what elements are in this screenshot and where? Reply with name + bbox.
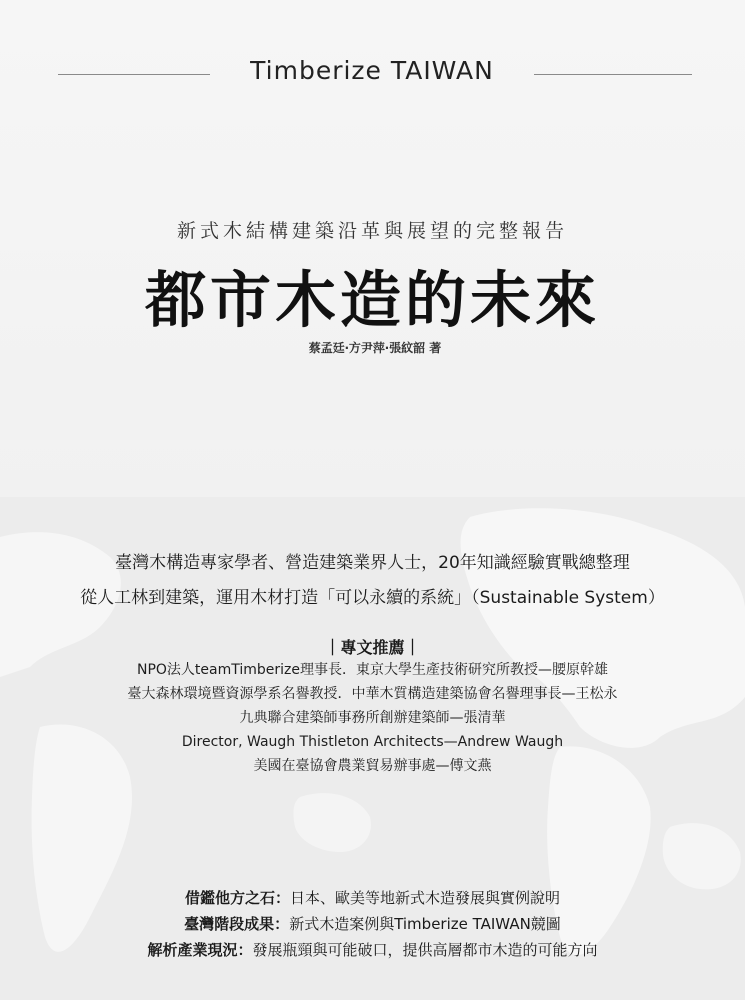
recommender-item: 美國在臺協會農業貿易辦事處—傅文燕	[253, 758, 492, 774]
recommender-item: NPO法人teamTimberize理事長．東京大學生產技術研究所教授—腰原幹雄	[136, 662, 608, 678]
subtitle: 新式木結構建築沿革與展望的完整報告	[176, 220, 568, 242]
authors: 蔡孟廷‧方尹萍‧張紋韶 著	[308, 341, 442, 355]
feature-text: 發展瓶頸與可能破口，提供高層都市木造的可能方向	[252, 941, 598, 959]
book-title: 都市木造的未來	[144, 265, 600, 336]
feature-list	[0, 885, 745, 963]
feature-item	[0, 911, 745, 937]
recommender-item: 九典聯合建築師事務所創辦建築師—張清華	[239, 710, 506, 726]
brand-name: Timberize TAIWAN	[250, 56, 494, 85]
recommend-heading: ｜專文推薦｜	[324, 638, 421, 657]
tagline-1: 臺灣木構造專家學者、營造建築業界人士，20年知識經驗實戰總整理	[115, 553, 630, 573]
feature-label: 臺灣階段成果：	[184, 915, 290, 933]
feature-label: 解析產業現況：	[147, 941, 253, 959]
recommender-item: 臺大森林環境暨資源學系名譽教授．中華木質構造建築協會名譽理事長—王松永	[127, 686, 618, 702]
brand-divider-left	[58, 74, 210, 75]
tagline-2: 從人工林到建築，運用木材打造「可以永續的系統」（Sustainable System）	[80, 588, 665, 608]
recommender-item: Director, Waugh Thistleton Architects—Andrew Waugh	[181, 734, 564, 750]
feature-text: 新式木造案例與Timberize TAIWAN競圖	[289, 915, 561, 933]
recommender-list	[0, 658, 745, 778]
brand-row	[0, 56, 745, 92]
feature-item	[0, 937, 745, 963]
feature-item	[0, 885, 745, 911]
brand-divider-right	[534, 74, 692, 75]
feature-text: 日本、歐美等地新式木造發展與實例說明	[290, 889, 561, 907]
feature-label: 借鑑他方之石：	[184, 889, 290, 907]
